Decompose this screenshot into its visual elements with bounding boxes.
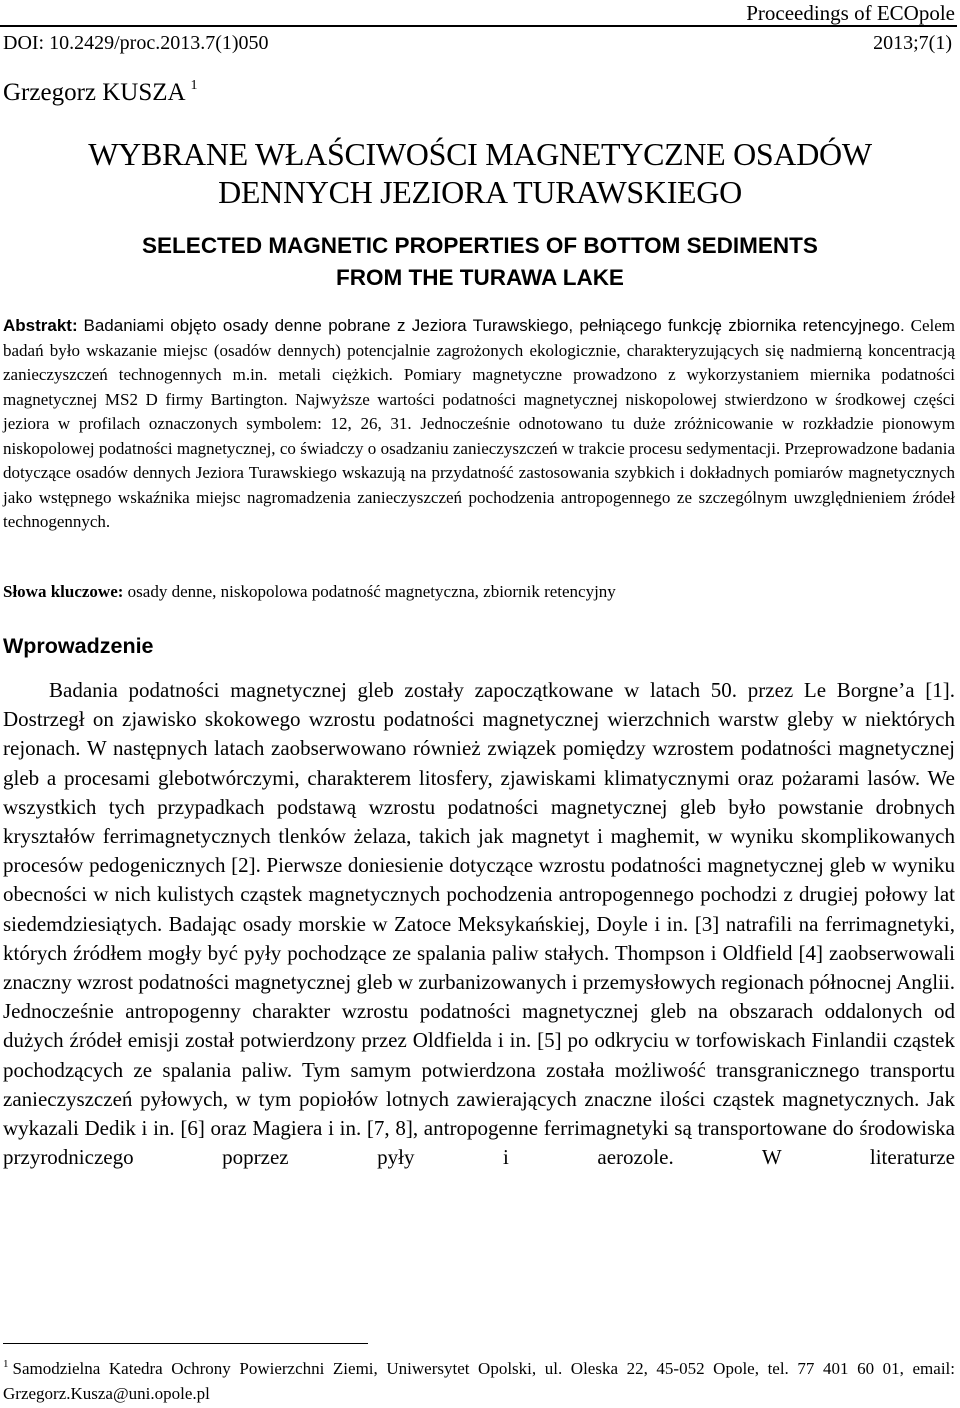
footnote-rule	[3, 1343, 368, 1344]
intro-paragraph: Badania podatności magnetycznej gleb zostały zapoczątkowane w latach 50. przez Le Borgne’a [1]. Dostrzegł on zjawisko skokowego wzrostu podatności magnetycznej wierzchnich warstw gleby w niektórych rejonach. W następnych latach zaobserwowano również związek pomiędzy wzrostem podatności magnetycznej gleb a procesami glebotwórczymi, charakterem litosfery, zjawiskami klimatycznymi oraz pożarami lasów. We wszystkich tych przypadkach podstawą wzrostu podatności magnetycznej gleb było powstanie drobnych kryształów ferrimagnetycznych tlenków żelaza, takich jak magnetyt i maghemit, w wyniku skomplikowanych procesów pedogenicznych [2]. Pierwsze doniesienie dotyczące wzrostu podatności magnetycznej gleb w wyniku obecności w nich kulistych cząstek magnetycznych pochodzenia antropogennego pochodzi z drugiej połowy lat siedemdziesiątych. Badając osady morskie w Zatoce Meksykańskiej, Doyle i in. [3] natrafili na ferrimagnetyki, których źródłem mogły być pyły pochodzące ze spalania paliw stałych. Thompson i Oldfield [4] zaobserwowali znaczny wzrost podatności magnetycznej gleb w zurbanizowanych i przemysłowych regionach północnej Anglii. Jednocześnie antropogenny charakter wzrostu podatności magnetycznej gleb na obszarach oddalonych od dużych źródeł emisji został potwierdzony przez Oldfielda i in. [5] po odkryciu w torfowiskach Finlandii cząstek pochodzących ze spalania paliw. Tym samym potwierdzona została możliwość transgranicznego transportu zanieczyszczeń pyłowych, w tym popiołów lotnych zawierających znaczne ilości cząstek magnetycznych. Jak wykazali Dedik i in. [6] oraz Magiera i in. [7, 8], antropogenne ferrimagnetyki są transportowane do środowiska przyrodniczego poprzez pyły i aerozole. W literaturze	[3, 678, 955, 1170]
author-name: Grzegorz KUSZA	[3, 79, 185, 106]
keywords-label: Słowa kluczowe:	[3, 582, 124, 601]
section-heading: Wprowadzenie	[3, 634, 154, 658]
title-polish	[0, 135, 960, 211]
title-polish-line-1: WYBRANE WŁAŚCIWOŚCI MAGNETYCZNE OSADÓW	[88, 136, 872, 172]
abstract-label: Abstrakt:	[3, 316, 78, 335]
title-polish-line-2: DENNYCH JEZIORA TURAWSKIEGO	[218, 174, 742, 210]
abstract	[3, 314, 955, 535]
footnote-mark: 1	[3, 1358, 9, 1370]
affiliation-mark: 1	[190, 78, 198, 93]
abstract-text: Celem badań było wskazanie miejsc (osadów dennych) potencjalnie zagrożonych ekologicznie, charakteryzujących się nadmierną koncentracją zanieczyszczeń technogennych m.in. metali ciężkich. Pomiary magnetyczne prowadzono z wykorzystaniem miernika podatności magnetycznej MS2 D firmy Bartington. Najwyższe wartości podatności magnetycznej niskopolowej stwierdzono w środkowej części jeziora w profilach oznaczonych symbolem: 12, 26, 31. Jednocześnie odnotowano tu duże zróżnicowanie w rozkładzie pionowym niskopolowej podatności magnetycznej, co świadczy o osadzaniu zanieczyszczeń w trakcie procesu sedymentacji. Przeprowadzone badania dotyczące osadów dennych Jeziora Turawskiego wskazują na przydatność zastosowania szybkich i dokładnych pomiarów magnetycznych jako wstępnego wskaźnika miejsc nagromadzenia zanieczyszczeń pochodzenia antropogennego ze szczególnym uwzględnieniem źródeł technogennych.	[3, 316, 956, 531]
title-english-line-1: SELECTED MAGNETIC PROPERTIES OF BOTTOM SEDIMENTS	[142, 233, 818, 258]
header-rule	[0, 25, 957, 27]
footnote-text: Samodzielna Katedra Ochrony Powierzchni Ziemi, Uniwersytet Opolski, ul. Oleska 22, 45-052 Opole, tel. 77 401 60 01, email: Grzegorz.Kusza@uni.opole.pl	[3, 1359, 955, 1403]
journal-name: Proceedings of ECOpole	[746, 1, 955, 25]
footnote	[3, 1356, 955, 1406]
author	[3, 78, 197, 108]
doi: DOI: 10.2429/proc.2013.7(1)050	[3, 32, 269, 54]
keywords	[3, 580, 616, 604]
issue-number: 2013;7(1)	[873, 32, 952, 54]
title-english	[0, 230, 960, 294]
abstract-lead: Badaniami objęto osady denne pobrane z Jeziora Turawskiego, pełniącego funkcję zbiornika retencyjnego.	[83, 316, 905, 335]
keywords-text: osady denne, niskopolowa podatność magnetyczna, zbiornik retencyjny	[127, 582, 616, 601]
title-english-line-2: FROM THE TURAWA LAKE	[336, 265, 624, 290]
